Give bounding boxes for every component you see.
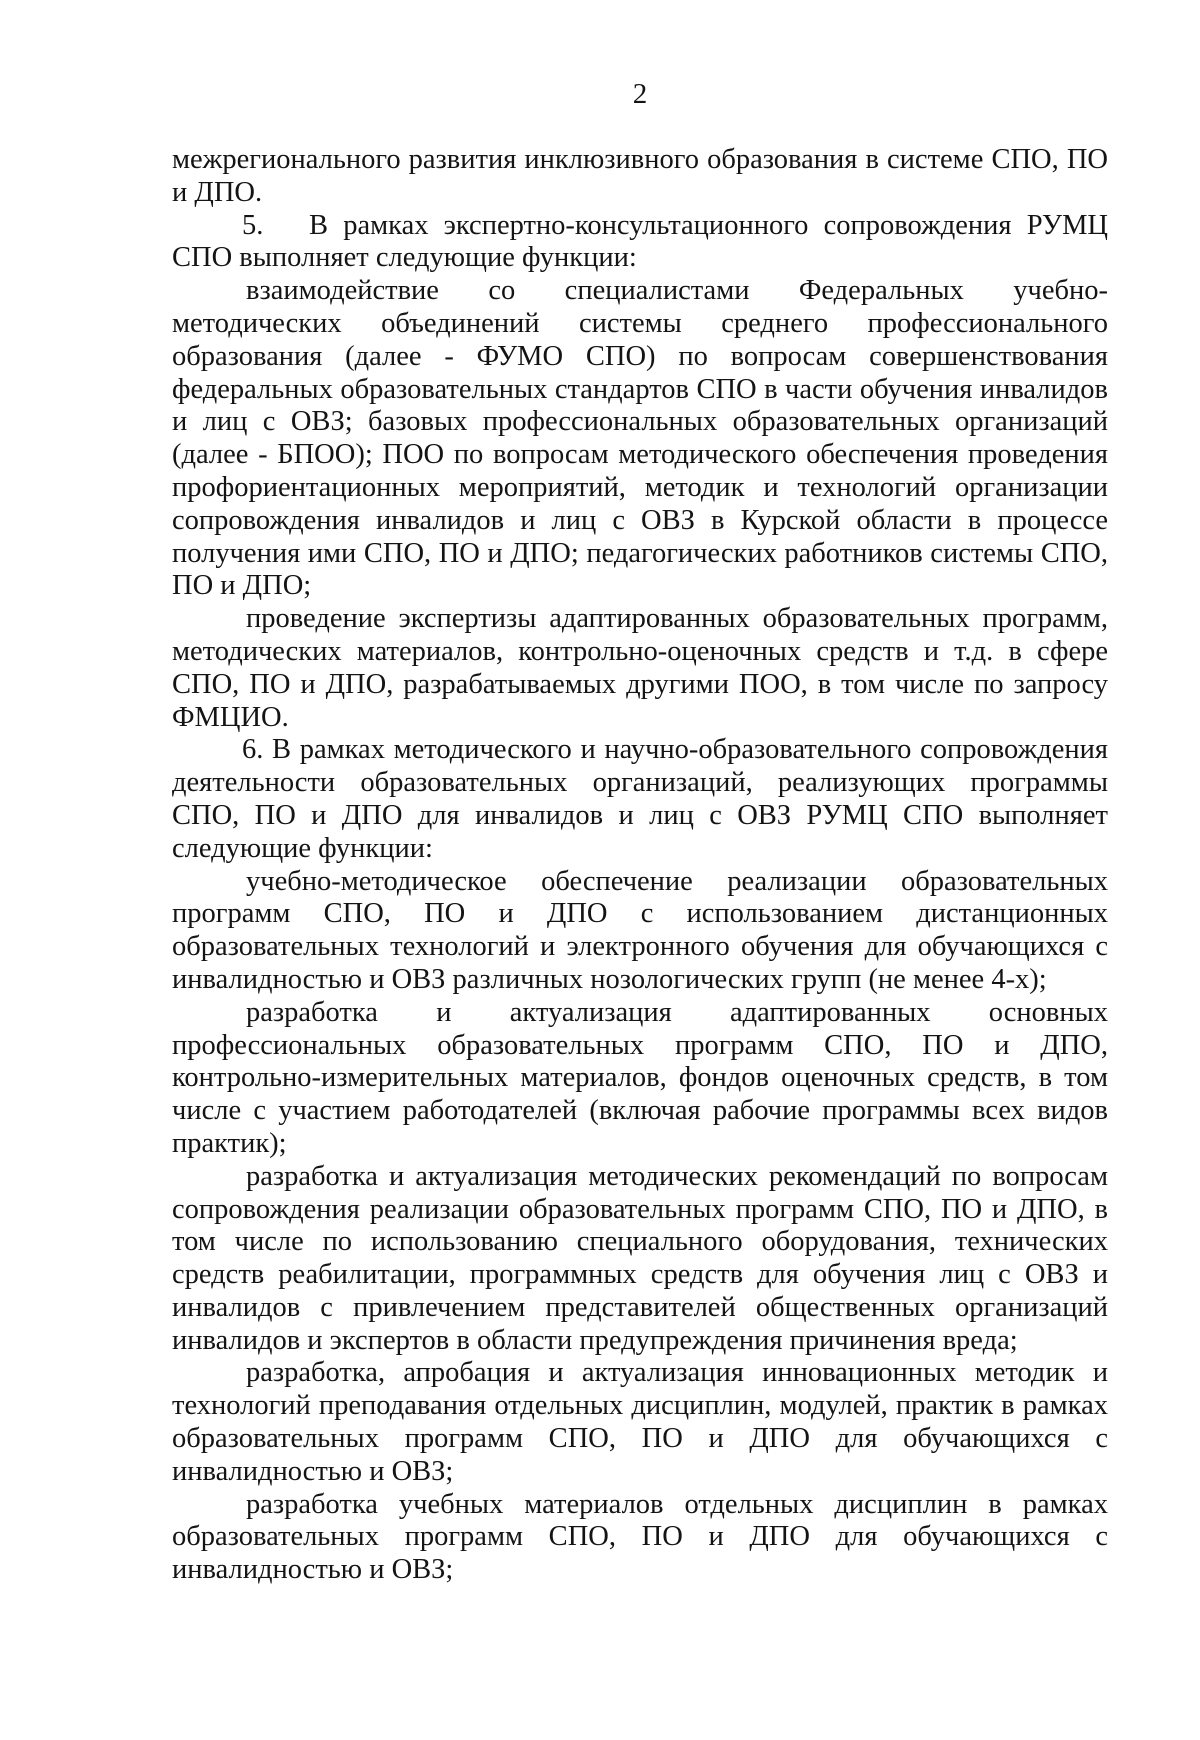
page-number: 2 <box>632 78 648 110</box>
paragraph-item-6: 6. В рамках методического и научно-образовательного сопровождения деятельности образовательных организаций, реализующих программы СПО, ПО и ДПО для инвалидов и лиц с ОВЗ РУМЦ СПО выполняет следующие функции: <box>172 734 1108 864</box>
paragraph-item-5: 5. В рамках экспертно-консультационного сопровождения РУМЦ СПО выполняет следующие функции: <box>172 209 1108 274</box>
document-body <box>172 144 1108 1587</box>
paragraph-educational-materials: разработка учебных материалов отдельных дисциплин в рамках образовательных программ СПО, ПО и ДПО для обучающихся с инвалидностью и ОВЗ; <box>172 1488 1108 1586</box>
paragraph-continuation: межрегионального развития инклюзивного образования в системе СПО, ПО и ДПО. <box>172 144 1108 208</box>
paragraph-interaction-specialists: взаимодействие со специалистами Федеральных учебно-методических объединений системы среднего профессионального образования (далее - ФУМО СПО) по вопросам совершенствования федеральных образовательных стандартов СПО в части обучения инвалидов и лиц с ОВЗ; базовых профессиональных образовательных организаций (далее - БПОО); ПОО по вопросам методического обеспечения проведения профориентационных мероприятий, методик и технологий организации сопровождения инвалидов и лиц с ОВЗ в Курской области в процессе получения ими СПО, ПО и ДПО; педагогических работников системы СПО, ПО и ДПО; <box>172 275 1108 602</box>
paragraph-innovative-methods: разработка, апробация и актуализация инновационных методик и технологий преподавания отдельных дисциплин, модулей, практик в рамках образовательных программ СПО, ПО и ДПО для обучающихся с инвалидностью и ОВЗ; <box>172 1357 1108 1487</box>
paragraph-methodical-support: учебно-методическое обеспечение реализации образовательных программ СПО, ПО и ДПО с использованием дистанционных образовательных технологий и электронного обучения для обучающихся с инвалидностью и ОВЗ различных нозологических групп (не менее 4-х); <box>172 865 1108 995</box>
paragraph-development-programs: разработка и актуализация адаптированных основных профессиональных образовательных программ СПО, ПО и ДПО, контрольно-измерительных материалов, фондов оценочных средств, в том числе с участием работодателей (включая рабочие программы всех видов практик); <box>172 996 1108 1159</box>
paragraph-expertise: проведение экспертизы адаптированных образовательных программ, методических материалов, контрольно-оценочных средств и т.д. в сфере СПО, ПО и ДПО, разрабатываемых другими ПОО, в том числе по запросу ФМЦИО. <box>172 603 1108 733</box>
paragraph-recommendations: разработка и актуализация методических рекомендаций по вопросам сопровождения реализации образовательных программ СПО, ПО и ДПО, в том числе по использованию специального оборудования, технических средств реабилитации, программных средств для обучения лиц с ОВЗ и инвалидов с привлечением представителей общественных организаций инвалидов и экспертов в области предупреждения причинения вреда; <box>172 1160 1108 1356</box>
